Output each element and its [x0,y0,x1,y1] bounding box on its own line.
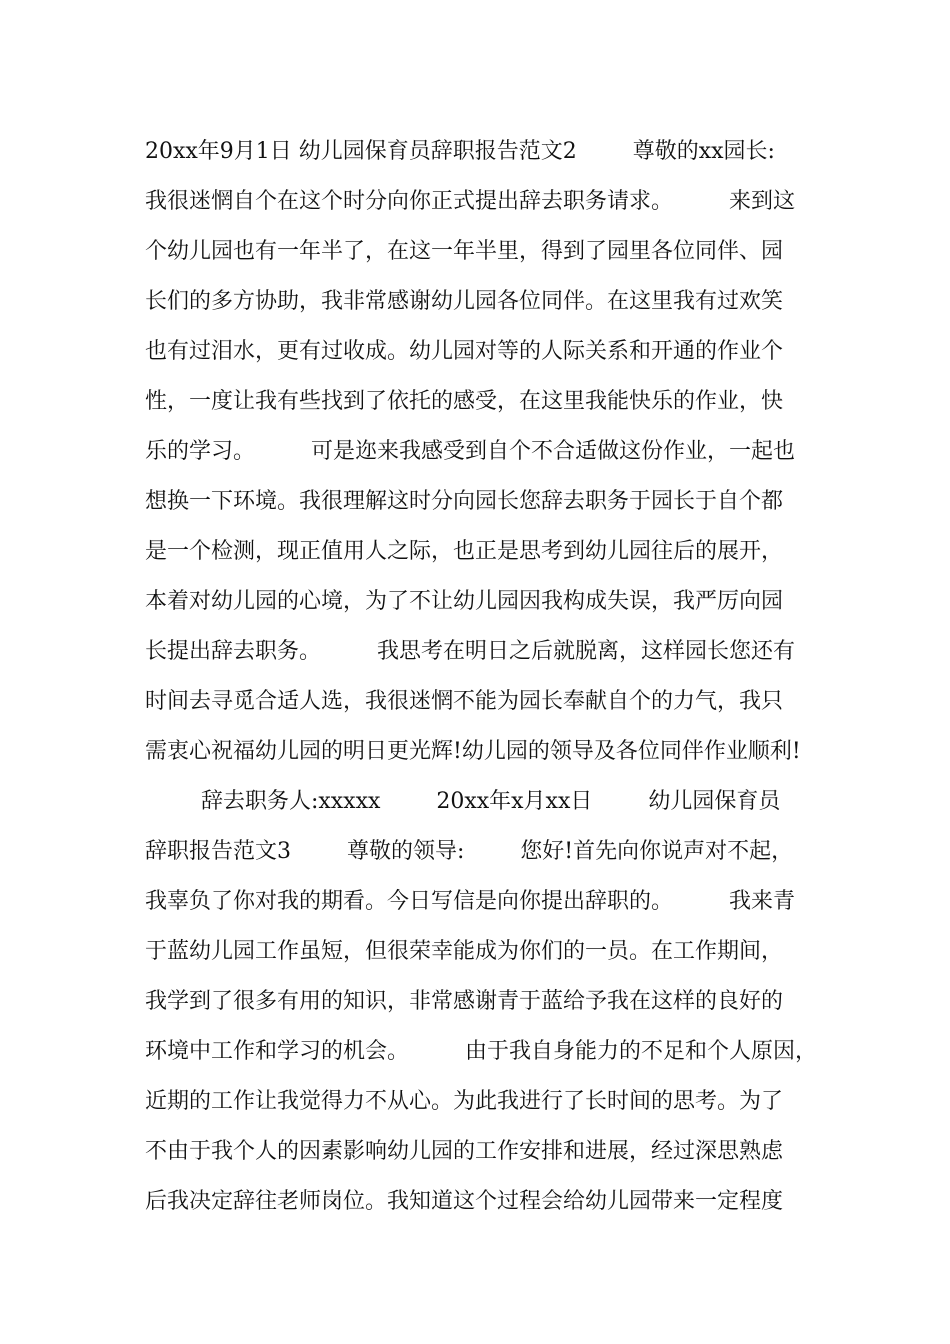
text-line: 时间去寻觅合适人选，我很迷惘不能为园长奉献自个的力气，我只 [145,689,784,714]
text-line: 近期的工作让我觉得力不从心。为此我进行了长时间的思考。为了 [145,1089,784,1114]
text-line: 乐的学习。 可是迩来我感受到自个不合适做这份作业，一起也 [145,439,795,464]
text-line: 20xx年9月1日 幼儿园保育员辞职报告范文2 尊敬的xx园长: [145,139,775,164]
text-line: 需衷心祝福幼儿园的明日更光辉!幼儿园的领导及各位同伴作业顺利! [145,739,801,764]
text-line: 我很迷惘自个在这个时分向你正式提出辞去职务请求。 来到这 [145,189,795,214]
text-line: 后我决定辞往老师岗位。我知道这个过程会给幼儿园带来一定程度 [145,1189,784,1214]
text-line: 个幼儿园也有一年半了，在这一年半里，得到了园里各位同伴、园 [145,239,784,264]
text-line: 环境中工作和学习的机会。 由于我自身能力的不足和个人原因， [145,1039,817,1064]
text-line: 长提出辞去职务。 我思考在明日之后就脱离，这样园长您还有 [145,639,795,664]
text-line: 我学到了很多有用的知识，非常感谢青于蓝给予我在这样的良好的 [145,989,784,1014]
text-line: 也有过泪水，更有过收成。幼儿园对等的人际关系和开通的作业个 [145,339,784,364]
body-text [145,130,825,1230]
text-line: 性，一度让我有些找到了依托的感受，在这里我能快乐的作业，快 [145,389,784,414]
text-line: 于蓝幼儿园工作虽短，但很荣幸能成为你们的一员。在工作期间， [145,939,784,964]
text-line: 想换一下环境。我很理解这时分向园长您辞去职务于园长于自个都 [145,489,784,514]
text-line: 长们的多方协助，我非常感谢幼儿园各位同伴。在这里我有过欢笑 [145,289,784,314]
text-line: 辞去职务人:xxxxx 20xx年x月xx日 幼儿园保育员 [145,789,781,814]
text-line: 我辜负了你对我的期看。今日写信是向你提出辞职的。 我来青 [145,889,795,914]
text-line: 不由于我个人的因素影响幼儿园的工作安排和进展，经过深思熟虑 [145,1139,784,1164]
text-line: 辞职报告范文3 尊敬的领导: 您好!首先向你说声对不起， [145,839,794,864]
text-line: 本着对幼儿园的心境，为了不让幼儿园因我构成失误，我严厉向园 [145,589,784,614]
text-line: 是一个检测，现正值用人之际，也正是思考到幼儿园往后的展开， [145,539,784,564]
